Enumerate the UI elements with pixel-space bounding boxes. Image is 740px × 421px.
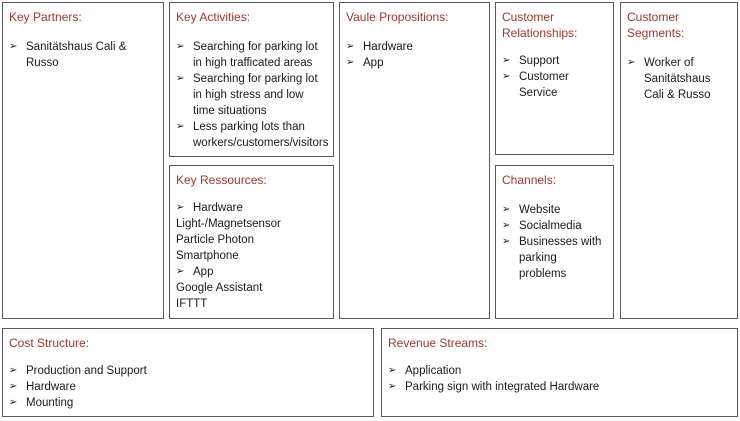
arrow-bullet-icon: ➢: [9, 365, 18, 376]
channels-box: [495, 165, 614, 319]
customer-segments-box: [620, 2, 738, 319]
list-item: ➢ Businesses with parking problems: [502, 236, 602, 280]
list-item: ➢ Mounting: [9, 397, 74, 409]
revenue-streams-list: [388, 363, 731, 395]
arrow-bullet-icon: ➢: [176, 41, 185, 52]
arrow-bullet-icon: ➢: [176, 121, 185, 132]
channels-list: [502, 202, 607, 282]
customer-relationships-title: Customer Relationships:: [502, 10, 578, 40]
list-item: ➢ Customer Service: [502, 71, 569, 99]
key-partners-title: Key Partners:: [9, 10, 82, 24]
key-resources-box: [169, 165, 334, 319]
cost-structure-list: [9, 363, 367, 411]
list-item: ➢ Hardware: [176, 202, 243, 214]
arrow-bullet-icon: ➢: [627, 57, 636, 68]
arrow-bullet-icon: ➢: [502, 220, 511, 231]
list-item: ➢ Less parking lots than workers/customers/visitors: [176, 121, 329, 149]
arrow-bullet-icon: ➢: [176, 266, 185, 277]
arrow-bullet-icon: ➢: [502, 204, 511, 215]
revenue-streams-box: [381, 328, 738, 417]
arrow-bullet-icon: ➢: [502, 236, 511, 247]
customer-relationships-box: [495, 2, 614, 155]
key-activities-list: [176, 39, 327, 151]
resource-line: Smartphone: [176, 250, 239, 262]
key-partners-list: [9, 39, 157, 71]
list-item: ➢ Website: [502, 204, 561, 216]
resource-line: Light-/Magnetsensor: [176, 218, 281, 230]
customer-segments-title: Customer Segments:: [627, 10, 685, 40]
arrow-bullet-icon: ➢: [9, 381, 18, 392]
arrow-bullet-icon: ➢: [176, 73, 185, 84]
arrow-bullet-icon: ➢: [9, 397, 18, 408]
cost-structure-box: [2, 328, 374, 417]
arrow-bullet-icon: ➢: [502, 71, 511, 82]
value-propositions-list: [346, 39, 483, 71]
list-item: ➢ Hardware: [346, 41, 413, 53]
customer-segments-list: [627, 55, 731, 103]
cost-structure-title: Cost Structure:: [9, 336, 90, 350]
list-item: ➢ App: [176, 266, 214, 278]
list-item: ➢ Sanitätshaus Cali & Russo: [9, 41, 127, 69]
list-item: ➢ Application: [388, 365, 462, 377]
arrow-bullet-icon: ➢: [502, 55, 511, 66]
arrow-bullet-icon: ➢: [388, 365, 397, 376]
arrow-bullet-icon: ➢: [346, 57, 355, 68]
key-activities-box: [169, 2, 334, 157]
list-item: ➢ Searching for parking lot in high stress and low time situations: [176, 73, 318, 117]
customer-relationships-list: [502, 53, 607, 101]
key-resources-list: [176, 200, 327, 216]
key-resources-title: Key Ressources:: [176, 173, 267, 187]
resource-line: Particle Photon: [176, 234, 254, 246]
list-item: ➢ Hardware: [9, 381, 76, 393]
key-resources-list-2: [176, 264, 327, 280]
channels-title: Channels:: [502, 173, 557, 187]
key-partners-box: [2, 2, 164, 319]
list-item: ➢ Searching for parking lot in high trafficated areas: [176, 41, 318, 69]
arrow-bullet-icon: ➢: [346, 41, 355, 52]
list-item: ➢ Socialmedia: [502, 220, 582, 232]
arrow-bullet-icon: ➢: [9, 41, 18, 52]
list-item: ➢ Support: [502, 55, 560, 67]
key-activities-title: Key Activities:: [176, 10, 251, 24]
list-item: ➢ Production and Support: [9, 365, 147, 377]
arrow-bullet-icon: ➢: [176, 202, 185, 213]
list-item: ➢ Parking sign with integrated Hardware: [388, 381, 600, 393]
value-propositions-title: Vaule Propositions:: [346, 10, 449, 24]
list-item: ➢ App: [346, 57, 384, 69]
list-item: ➢ Worker of Sanitätshaus Cali & Russo: [627, 57, 711, 101]
value-propositions-box: [339, 2, 490, 319]
arrow-bullet-icon: ➢: [388, 381, 397, 392]
resource-line: Google Assistant: [176, 282, 263, 294]
resource-line: IFTTT: [176, 298, 208, 310]
revenue-streams-title: Revenue Streams:: [388, 336, 488, 350]
